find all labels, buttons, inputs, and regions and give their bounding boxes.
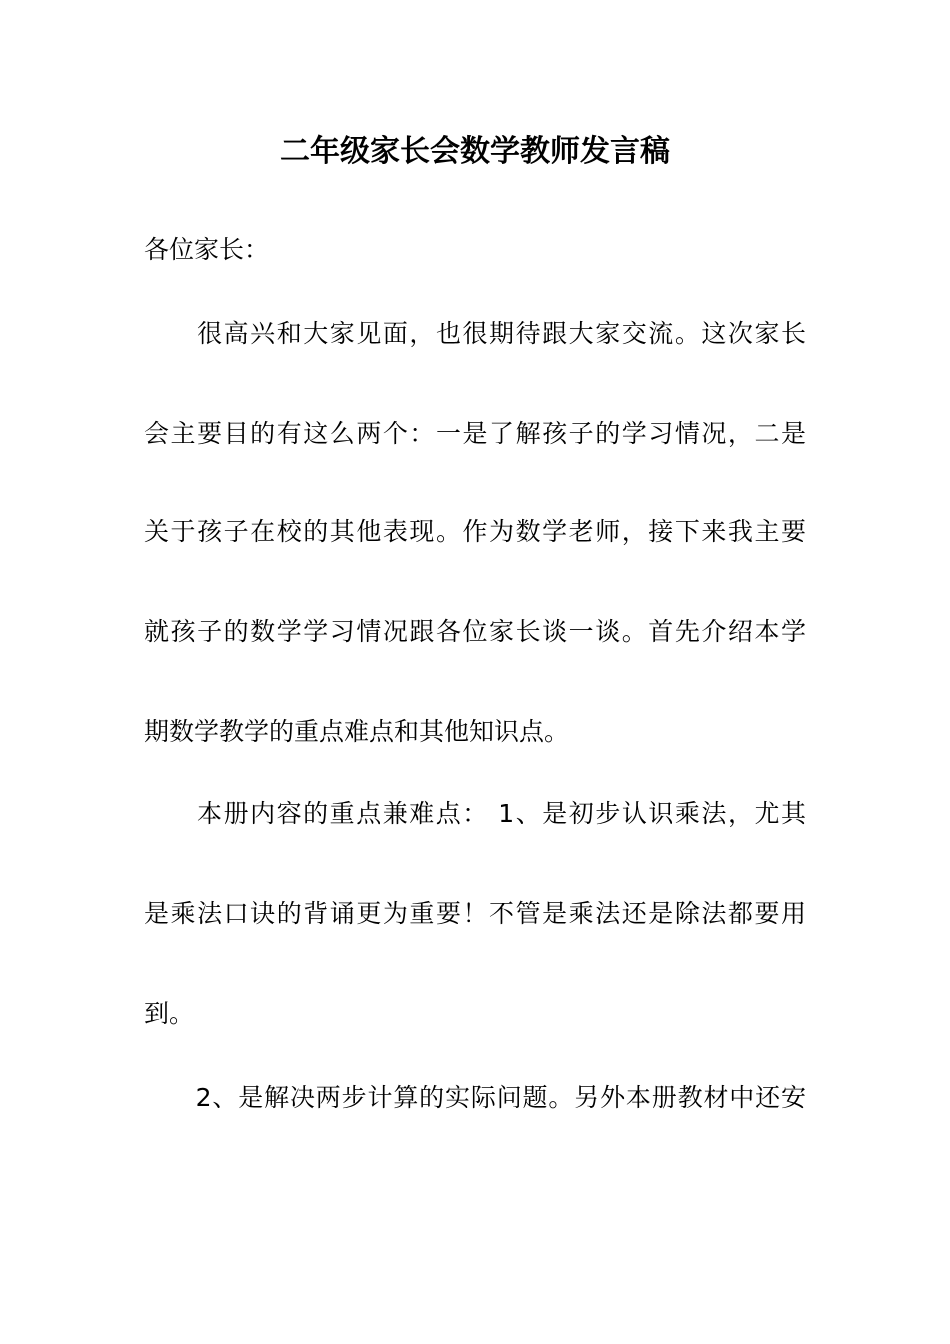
salutation-line: 各位家长： bbox=[144, 235, 270, 264]
body-line-6: 本册内容的重点兼难点： 1、是初步认识乘法，尤其 bbox=[144, 799, 806, 828]
body-line-7: 是乘法口诀的背诵更为重要！不管是乘法还是除法都要用 bbox=[144, 899, 806, 928]
body-line-1: 很高兴和大家见面，也很期待跟大家交流。这次家长 bbox=[144, 319, 806, 348]
body-line-5: 期数学教学的重点难点和其他知识点。 bbox=[144, 717, 570, 746]
body-line-9: 2、是解决两步计算的实际问题。另外本册教材中还安 bbox=[144, 1083, 806, 1112]
body-line-4: 就孩子的数学学习情况跟各位家长谈一谈。首先介绍本学 bbox=[144, 617, 806, 646]
body-line-8: 到。 bbox=[144, 999, 195, 1028]
body-line-3: 关于孩子在校的其他表现。作为数学老师，接下来我主要 bbox=[144, 517, 806, 546]
document-title: 二年级家长会数学教师发言稿 bbox=[280, 134, 670, 169]
body-line-2: 会主要目的有这么两个：一是了解孩子的学习情况，二是 bbox=[144, 419, 806, 448]
